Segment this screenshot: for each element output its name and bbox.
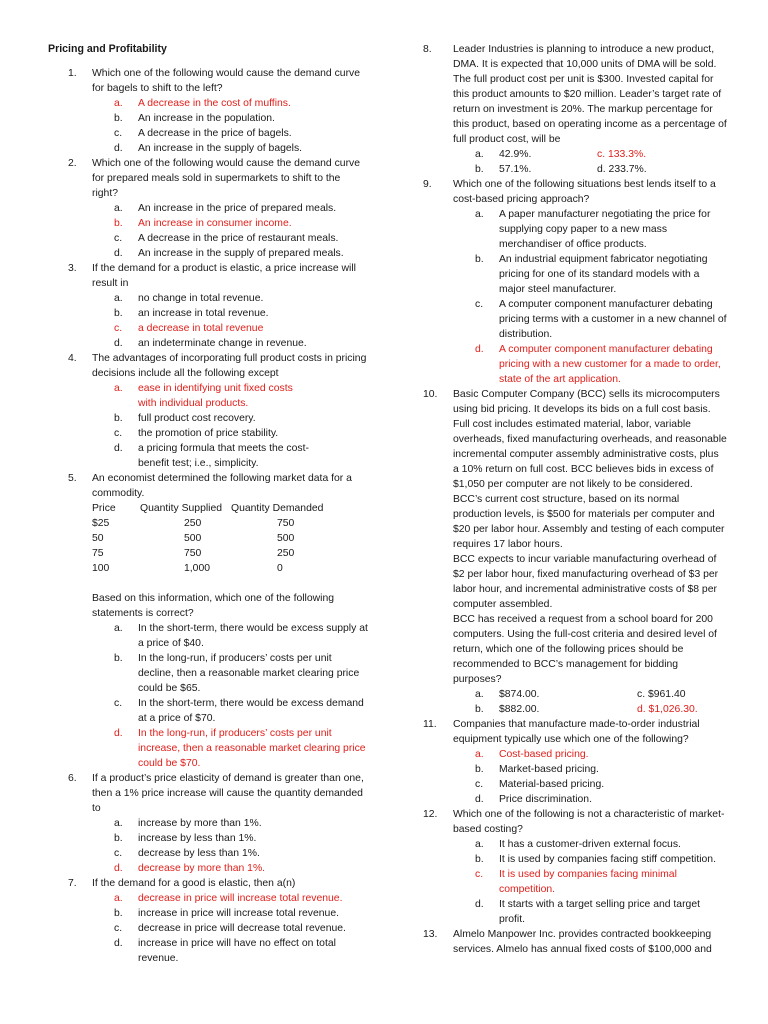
question-text: Which one of the following situations best lends itself to a cost-based pricing approach? <box>453 179 716 205</box>
option-text: 42.9%. <box>499 149 532 160</box>
question-text: If the demand for a good is elastic, then a(n) <box>92 878 296 889</box>
option-a <box>453 687 637 702</box>
option-d <box>92 141 368 156</box>
question-text: BCC has received a request from a school board for 200 computers. Using the full-cost criteria and desired level of return, which one of the following prices should be recommended to BCC’s management for bidding purposes? <box>453 614 717 685</box>
question-text: The advantages of incorporating full product costs in pricing decisions include all the following except <box>92 353 367 379</box>
option-letter: a. <box>475 149 484 160</box>
option-c <box>92 231 368 246</box>
option-letter: a. <box>475 209 484 220</box>
option-letter: b. <box>114 908 123 919</box>
option-d <box>92 246 368 261</box>
option-letter: a. <box>114 818 123 829</box>
left-column <box>48 42 368 966</box>
option-letter: b. <box>114 653 123 664</box>
question-text: Almelo Manpower Inc. provides contracted bookkeeping services. Almelo has annual fixed costs of $100,000 and <box>453 929 712 955</box>
option-letter: d. <box>114 338 123 349</box>
option-text: decrease by more than 1%. <box>138 863 266 874</box>
question-number: 4. <box>68 353 77 364</box>
option-text: decrease in price will decrease total revenue. <box>138 923 346 934</box>
option-text: Material-based pricing. <box>499 779 605 790</box>
question-text: If a product’s price elasticity of demand is greater than one, then a 1% price increase will cause the quantity demanded to <box>92 773 364 814</box>
question-2-options <box>48 201 368 261</box>
table-cell: 250 <box>184 518 202 529</box>
question-text: Companies that manufacture made-to-order industrial equipment typically use which one of the following? <box>453 719 700 745</box>
question-12 <box>405 807 727 837</box>
option-letter: a. <box>114 98 123 109</box>
option-letter: c. <box>475 779 484 790</box>
right-column <box>405 42 727 957</box>
option-c <box>92 126 368 141</box>
option-text: $874.00. <box>499 689 540 700</box>
option-text: increase by more than 1%. <box>138 818 262 829</box>
question-4 <box>48 351 368 381</box>
question-9 <box>405 177 727 207</box>
option-letter: d. <box>114 863 123 874</box>
option-text: It has a customer-driven external focus. <box>499 839 681 850</box>
question-number: 9. <box>423 179 432 190</box>
option-letter: b. <box>475 704 484 715</box>
table-cell: 750 <box>277 518 295 529</box>
option-text: no change in total revenue. <box>138 293 264 304</box>
option-letter: b. <box>114 218 123 229</box>
option-letter: a. <box>475 749 484 760</box>
table-cell: $25 <box>92 518 110 529</box>
table-header: Quantity Demanded <box>231 503 324 514</box>
option-letter: d. <box>114 728 123 739</box>
option-letter: b. <box>475 254 484 265</box>
option-b <box>453 702 637 717</box>
option-c <box>92 921 368 936</box>
question-number: 5. <box>68 473 77 484</box>
option-letter: d. <box>475 794 484 805</box>
option-letter: a. <box>114 293 123 304</box>
question-text: Based on this information, which one of the following statements is correct? <box>92 593 335 619</box>
option-text: a pricing formula that meets the cost-benefit test; i.e., simplicity. <box>138 443 309 469</box>
option-c <box>453 777 727 792</box>
option-d <box>92 861 368 876</box>
option-a <box>453 147 597 162</box>
option-text: ease in identifying unit fixed costs with individual products. <box>138 383 293 409</box>
option-letter: b. <box>475 164 484 175</box>
option-b <box>92 306 368 321</box>
option-a <box>453 207 727 252</box>
question-10 <box>405 387 727 687</box>
option-d: d. 233.7%. <box>597 164 647 175</box>
option-a <box>92 621 368 651</box>
question-1-options <box>48 96 368 156</box>
option-text: An increase in the price of prepared meals. <box>138 203 337 214</box>
option-b <box>453 252 727 297</box>
option-text: It starts with a target selling price and target profit. <box>499 899 700 925</box>
table-header: Quantity Supplied <box>140 503 223 514</box>
option-d: d. $1,026.30. <box>637 704 698 715</box>
table-row <box>92 561 323 576</box>
question-3-options <box>48 291 368 351</box>
option-text: An increase in the population. <box>138 113 275 124</box>
option-c <box>92 846 368 861</box>
option-d <box>92 336 368 351</box>
answer-row <box>453 147 727 162</box>
option-letter: b. <box>114 308 123 319</box>
option-c <box>453 297 727 342</box>
option-text: an increase in total revenue. <box>138 308 269 319</box>
question-4-options <box>48 381 368 471</box>
option-text: An increase in the supply of bagels. <box>138 143 303 154</box>
option-d <box>453 342 727 387</box>
question-number: 10. <box>423 389 438 400</box>
question-number: 1. <box>68 68 77 79</box>
table-cell: 1,000 <box>184 563 211 574</box>
question-number: 3. <box>68 263 77 274</box>
option-text: Market-based pricing. <box>499 764 599 775</box>
option-b <box>92 411 368 426</box>
option-a <box>453 837 727 852</box>
question-5-options <box>48 621 368 771</box>
option-c <box>92 321 368 336</box>
option-d <box>92 726 368 771</box>
option-text: the promotion of price stability. <box>138 428 279 439</box>
option-b <box>453 762 727 777</box>
question-number: 11. <box>423 719 437 730</box>
table-cell: 500 <box>184 533 202 544</box>
option-a <box>453 747 727 762</box>
option-text: An industrial equipment fabricator negotiating pricing for one of its standard models with a major steel manufacturer. <box>499 254 708 295</box>
question-1 <box>48 66 368 96</box>
option-letter: d. <box>114 143 123 154</box>
option-b <box>92 111 368 126</box>
question-text: If the demand for a product is elastic, a price increase will result in <box>92 263 356 289</box>
option-b <box>92 906 368 921</box>
option-c <box>92 426 368 441</box>
question-12-options <box>405 837 727 927</box>
question-number: 2. <box>68 158 77 169</box>
question-text: An economist determined the following market data for a commodity. <box>92 473 352 499</box>
table-cell: 75 <box>92 548 104 559</box>
question-text: BCC’s current cost structure, based on its normal production levels, is $500 for materials per computer and $20 per labor hour. Assembly and testing of each computer requires 17 labor hours. <box>453 494 725 550</box>
option-letter: a. <box>475 689 484 700</box>
table-cell: 0 <box>277 563 283 574</box>
option-text: increase in price will have no effect on total revenue. <box>138 938 336 964</box>
option-letter: b. <box>114 413 123 424</box>
table-cell: 500 <box>277 533 295 544</box>
option-c: c. $961.40 <box>637 689 686 700</box>
market-data-table <box>92 501 323 576</box>
option-letter: b. <box>114 833 123 844</box>
option-letter: d. <box>475 899 484 910</box>
question-text: Leader Industries is planning to introduce a new product, DMA. It is expected that 10,000 units of DMA will be sold. The full product cost per unit is $300. Invested capital for this product amounts to $20 million. Leader’s target rate of return on investment is 20%. The markup percentage for this product, based on operating income as a percentage of full product cost, will be <box>453 44 727 145</box>
table-row <box>92 546 323 561</box>
table-cell: 750 <box>184 548 202 559</box>
question-7-options <box>48 891 368 966</box>
option-text: an indeterminate change in revenue. <box>138 338 307 349</box>
table-row <box>92 531 323 546</box>
option-a <box>92 201 368 216</box>
question-5 <box>48 471 368 501</box>
option-letter: a. <box>114 893 123 904</box>
option-text: In the short-term, there would be excess demand at a price of $70. <box>138 698 364 724</box>
table-header: Price <box>92 503 116 514</box>
table-cell: 100 <box>92 563 110 574</box>
option-text: It is used by companies facing minimal competition. <box>499 869 677 895</box>
option-letter: c. <box>114 848 123 859</box>
option-text: In the long-run, if producers’ costs per unit increase, then a reasonable market clearing price could be $70. <box>138 728 366 769</box>
option-text: In the long-run, if producers’ costs per unit decline, then a reasonable market clearing price could be $65. <box>138 653 360 694</box>
option-text: A computer component manufacturer debating pricing with a new customer for a made to order, state of the art application. <box>499 344 721 385</box>
option-a <box>92 291 368 306</box>
option-d <box>453 897 727 927</box>
option-text: It is used by companies facing stiff competition. <box>499 854 716 865</box>
option-text: Price discrimination. <box>499 794 592 805</box>
table-cell: 250 <box>277 548 295 559</box>
option-d <box>453 792 727 807</box>
option-a <box>92 96 368 111</box>
option-letter: c. <box>114 698 123 709</box>
option-text: increase in price will increase total revenue. <box>138 908 339 919</box>
option-b <box>92 216 368 231</box>
option-a <box>92 816 368 831</box>
table-cell: 50 <box>92 533 104 544</box>
question-text: BCC expects to incur variable manufacturing overhead of $2 per labor hour, fixed manufacturing overhead of $3 per labor hour, and incremental administrative costs of $8 per computer assembled. <box>453 554 719 610</box>
option-text: A decrease in the cost of muffins. <box>138 98 291 109</box>
option-a <box>92 891 368 906</box>
question-6-options <box>48 816 368 876</box>
question-3 <box>48 261 368 291</box>
question-number: 6. <box>68 773 77 784</box>
option-letter: a. <box>114 623 123 634</box>
option-c <box>92 696 368 726</box>
table-header-row <box>92 501 323 516</box>
option-text: In the short-term, there would be excess supply at a price of $40. <box>138 623 368 649</box>
option-b <box>92 831 368 846</box>
option-text: An increase in consumer income. <box>138 218 292 229</box>
option-text: decrease by less than 1%. <box>138 848 260 859</box>
question-text: Basic Computer Company (BCC) sells its microcomputers using bid pricing. It develops its bids on a full cost basis. Full cost includes estimated material, labor, variable overheads, fixed manufacturing overheads, and reasonable incremental computer assembly administrative costs, plus a 10% return on full cost. BCC believes bids in excess of $1,050 per computer are not likely to be considered. <box>453 389 727 490</box>
option-letter: c. <box>475 299 484 310</box>
option-text: A computer component manufacturer debating pricing terms with a customer in a new channel of distribution. <box>499 299 727 340</box>
option-text: A decrease in the price of restaurant meals. <box>138 233 339 244</box>
option-text: increase by less than 1%. <box>138 833 257 844</box>
option-letter: d. <box>114 443 123 454</box>
answer-row <box>453 702 727 717</box>
question-11 <box>405 717 727 747</box>
option-c: c. 133.3%. <box>597 149 647 160</box>
option-d <box>92 936 368 966</box>
option-text: A paper manufacturer negotiating the price for supplying copy paper to a new mass merchandiser of office products. <box>499 209 711 250</box>
question-number: 8. <box>423 44 432 55</box>
option-letter: d. <box>114 248 123 259</box>
option-letter: c. <box>114 923 123 934</box>
option-letter: a. <box>475 839 484 850</box>
option-text: An increase in the supply of prepared meals. <box>138 248 344 259</box>
option-d <box>92 441 368 471</box>
option-letter: c. <box>114 128 123 139</box>
option-letter: b. <box>114 113 123 124</box>
option-text: decrease in price will increase total revenue. <box>138 893 343 904</box>
table-row <box>92 516 323 531</box>
option-text: Cost-based pricing. <box>499 749 589 760</box>
question-2 <box>48 156 368 201</box>
option-letter: c. <box>114 323 123 334</box>
question-number: 13. <box>423 929 438 940</box>
question-6 <box>48 771 368 816</box>
option-c <box>453 867 727 897</box>
question-text: Which one of the following would cause the demand curve for bagels to shift to the left? <box>92 68 361 94</box>
option-text: a decrease in total revenue <box>138 323 264 334</box>
option-text: $882.00. <box>499 704 540 715</box>
option-letter: d. <box>114 938 123 949</box>
question-text: Which one of the following is not a characteristic of market-based costing? <box>453 809 725 835</box>
option-letter: b. <box>475 854 484 865</box>
option-letter: a. <box>114 383 123 394</box>
option-b <box>453 852 727 867</box>
option-a <box>92 381 368 411</box>
option-letter: d. <box>475 344 484 355</box>
option-text: A decrease in the price of bagels. <box>138 128 292 139</box>
question-8 <box>405 42 727 147</box>
option-b <box>92 651 368 696</box>
question-number: 12. <box>423 809 438 820</box>
question-7 <box>48 876 368 891</box>
question-text: Which one of the following would cause the demand curve for prepared meals sold in supermarkets to shift to the right? <box>92 158 361 199</box>
option-letter: c. <box>114 428 123 439</box>
question-11-options <box>405 747 727 807</box>
option-text: full product cost recovery. <box>138 413 256 424</box>
question-9-options <box>405 207 727 387</box>
option-letter: c. <box>114 233 123 244</box>
option-letter: a. <box>114 203 123 214</box>
question-number: 7. <box>68 878 77 889</box>
option-letter: c. <box>475 869 484 880</box>
page-title: Pricing and Profitability <box>48 43 167 55</box>
answer-row <box>453 687 727 702</box>
question-13 <box>405 927 727 957</box>
option-text: 57.1%. <box>499 164 532 175</box>
option-b <box>453 162 597 177</box>
option-letter: b. <box>475 764 484 775</box>
answer-row <box>453 162 727 177</box>
